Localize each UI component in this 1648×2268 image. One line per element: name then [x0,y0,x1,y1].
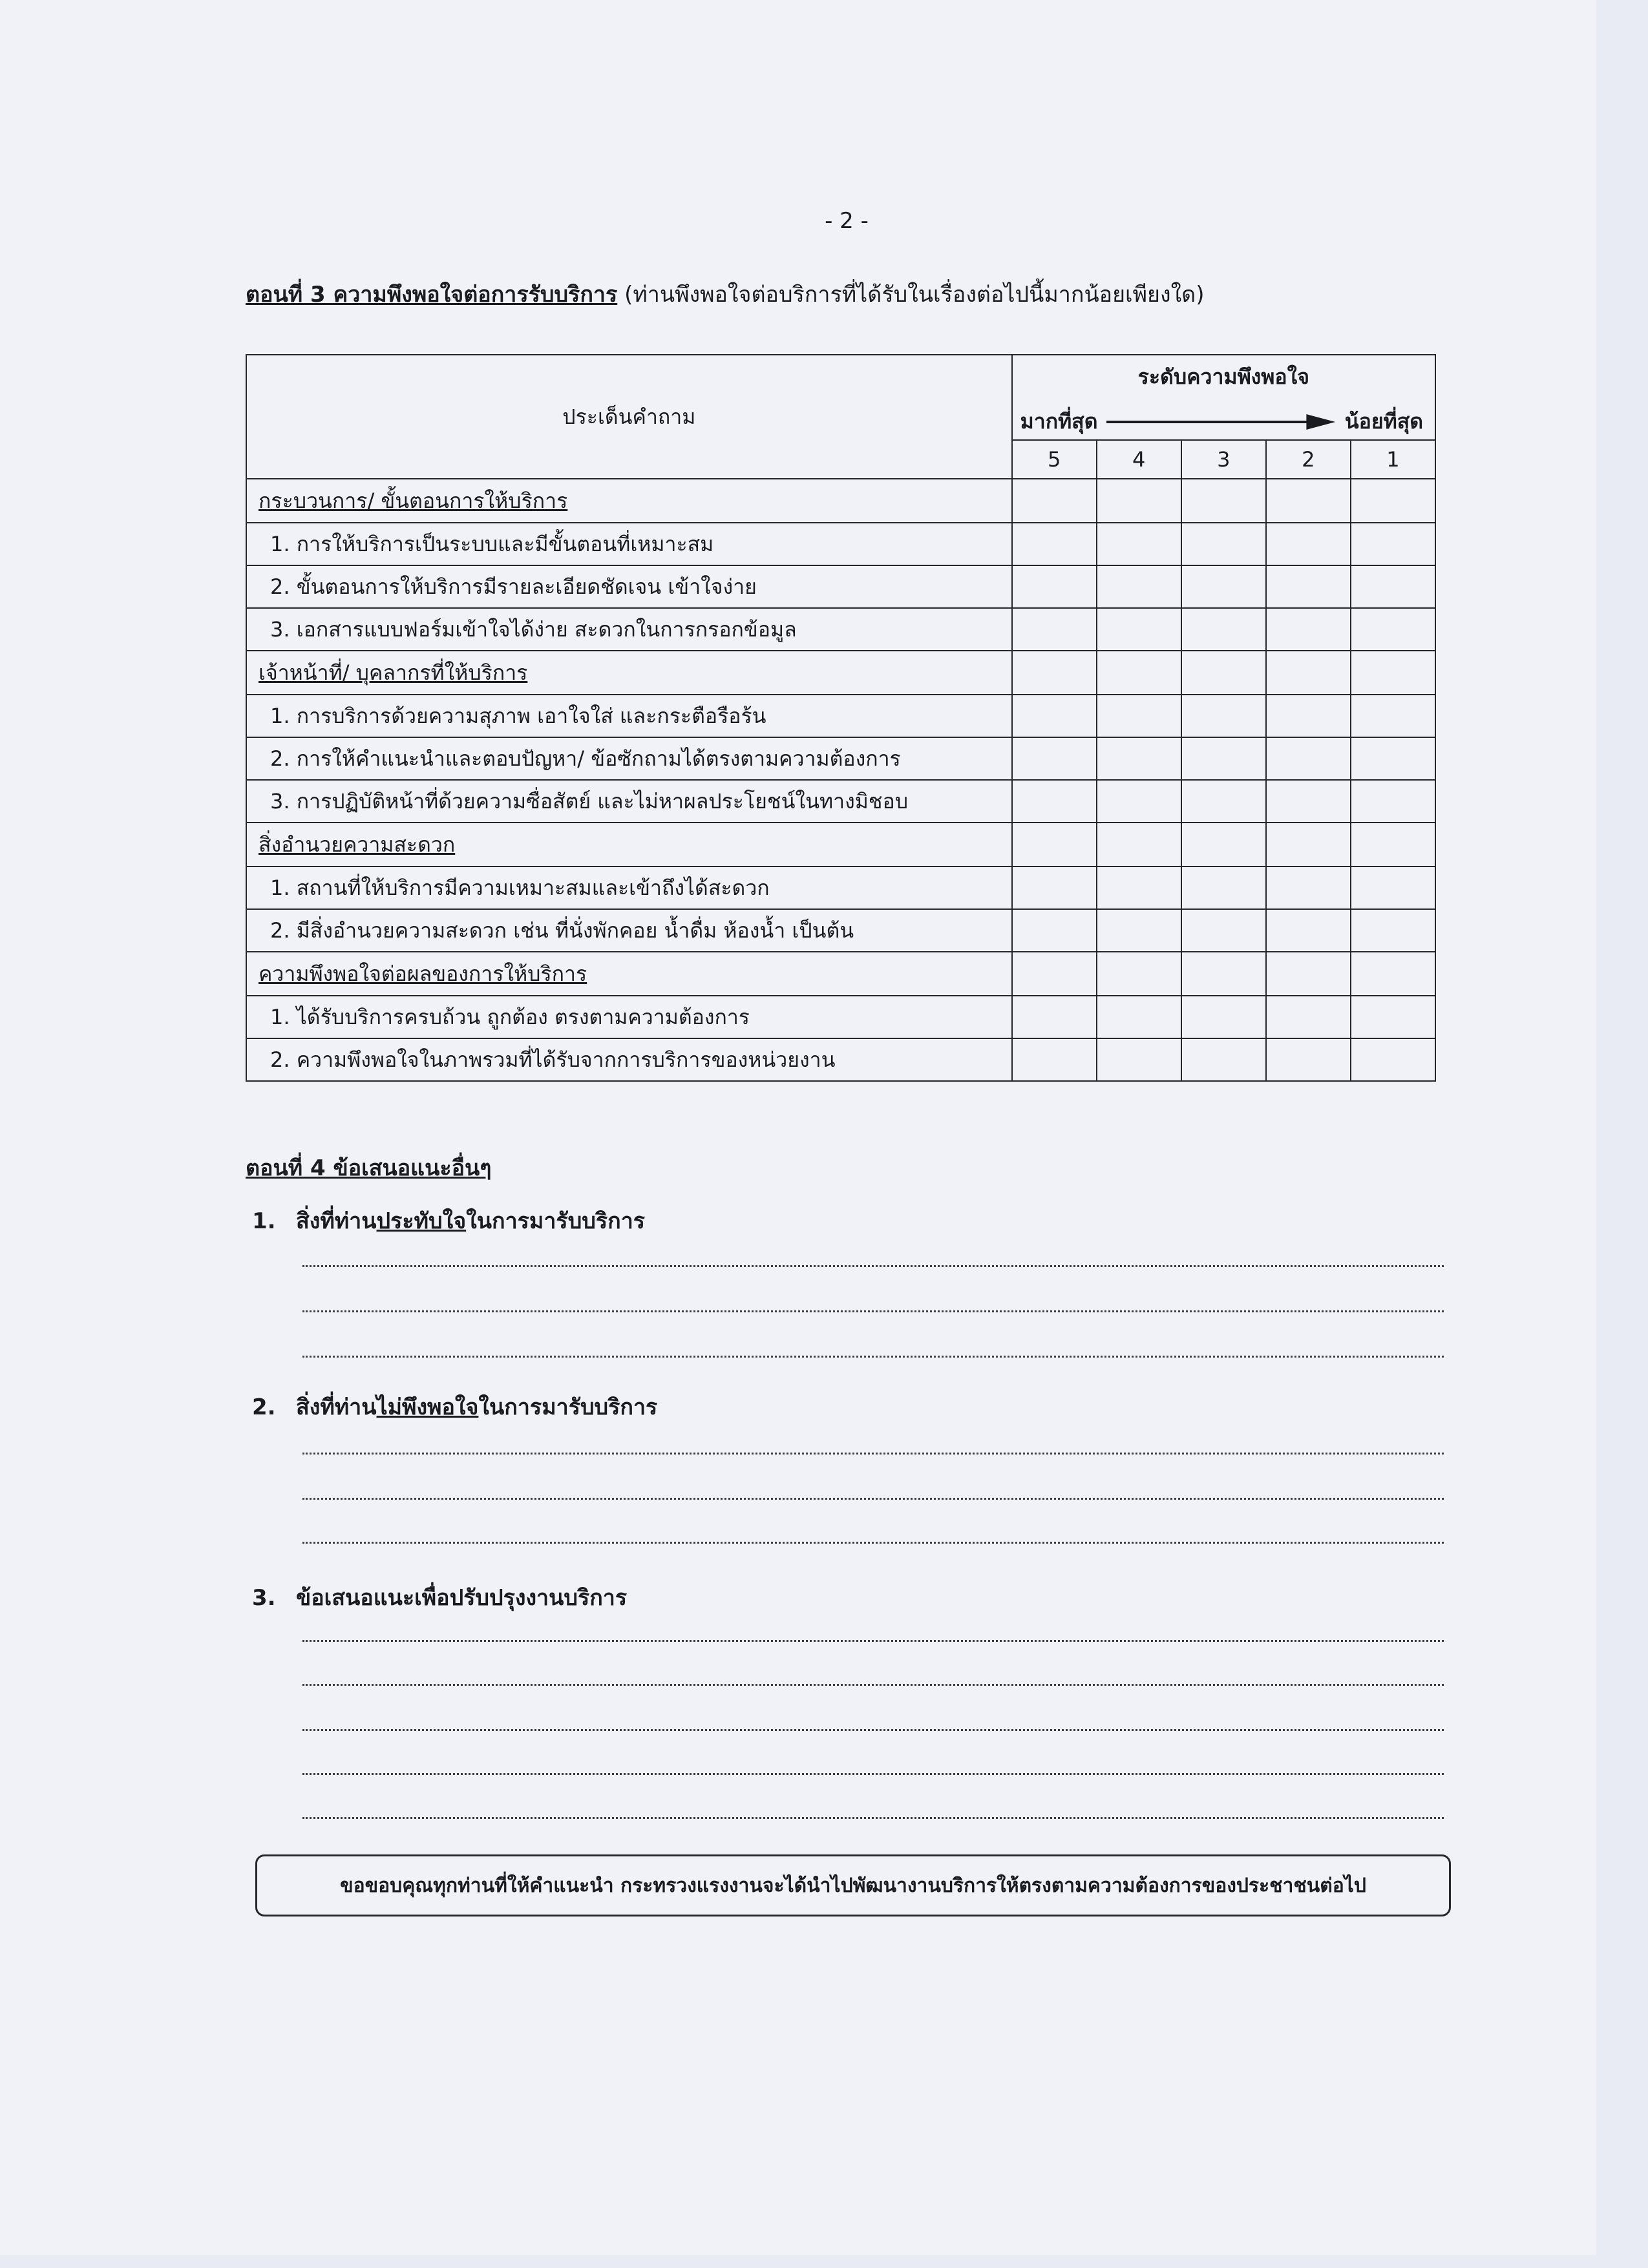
answer-line[interactable] [302,1817,1444,1819]
rating-cell[interactable] [1266,695,1351,737]
rating-cell[interactable] [1181,1038,1266,1081]
answer-line[interactable] [302,1773,1444,1775]
question-text: 1. ได้รับบริการครบถ้วน ถูกต้อง ตรงตามความต้องการ [246,996,1012,1038]
rating-cell[interactable] [1181,952,1266,996]
rating-cell[interactable] [1012,608,1097,651]
rating-cell[interactable] [1266,996,1351,1038]
rating-cell[interactable] [1012,565,1097,608]
question-prefix: สิ่งที่ท่าน [296,1394,377,1420]
group-row [246,823,1435,866]
question-row [246,1038,1435,1081]
question-row [246,695,1435,737]
rating-cell[interactable] [1266,479,1351,523]
rating-cell[interactable] [1266,1038,1351,1081]
part3-title: ตอนที่ 3 ความพึงพอใจต่อการรับบริการ [246,282,618,308]
rating-cell[interactable] [1266,737,1351,780]
question-suffix: ในการมารับบริการ [478,1394,658,1420]
question-number: 2. [252,1394,276,1420]
rating-cell[interactable] [1097,608,1181,651]
rating-cell[interactable] [1266,565,1351,608]
question-text: 3. การปฏิบัติหน้าที่ด้วยความซื่อสัตย์ และไม่หาผลประโยชน์ในทางมิชอบ [246,780,1012,823]
part4-title: ตอนที่ 4 ข้อเสนอแนะอื่นๆ [246,1155,492,1181]
question-row [246,608,1435,651]
group-title: สิ่งอำนวยความสะดวก [246,823,1012,866]
rating-cell[interactable] [1181,866,1266,909]
question-text: 1. สถานที่ให้บริการมีความเหมาะสมและเข้าถึงได้สะดวก [246,866,1012,909]
rating-cell[interactable] [1181,780,1266,823]
level-title: ระดับความพึงพอใจ [1137,364,1309,389]
score-header-5: 5 [1012,440,1097,479]
question-text: 2. การให้คำแนะนำและตอบปัญหา/ ข้อซักถามได้ตรงตามความต้องการ [246,737,1012,780]
question-prefix: สิ่งที่ท่าน [296,1208,377,1234]
group-row [246,479,1435,523]
group-row [246,651,1435,695]
question-number: 3. [252,1585,276,1611]
question-suffix: ในการมารับบริการ [466,1208,646,1234]
answer-line[interactable] [302,1265,1444,1267]
rating-cell[interactable] [1266,909,1351,952]
answer-line[interactable] [302,1729,1444,1731]
rating-cell[interactable] [1351,651,1435,695]
question-text: 2. ความพึงพอใจในภาพรวมที่ได้รับจากการบริการของหน่วยงาน [246,1038,1012,1081]
rating-cell[interactable] [1266,823,1351,866]
question-text: 1. การให้บริการเป็นระบบและมีขั้นตอนที่เหมาะสม [246,523,1012,565]
rating-cell[interactable] [1012,1038,1097,1081]
rating-cell[interactable] [1097,952,1181,996]
rating-cell[interactable] [1097,695,1181,737]
rating-cell[interactable] [1012,695,1097,737]
rating-cell[interactable] [1097,823,1181,866]
rating-cell[interactable] [1097,737,1181,780]
open-question-1 [252,1203,645,1238]
rating-cell[interactable] [1351,780,1435,823]
question-emphasis: ประทับใจ [376,1208,467,1234]
rating-cell[interactable] [1097,1038,1181,1081]
question-row [246,565,1435,608]
rating-cell[interactable] [1097,996,1181,1038]
rating-cell[interactable] [1181,479,1266,523]
group-row [246,952,1435,996]
rating-cell[interactable] [1351,737,1435,780]
rating-cell[interactable] [1012,780,1097,823]
rating-cell[interactable] [1181,823,1266,866]
score-header-3: 3 [1181,440,1266,479]
arrow-right-icon [1106,412,1335,432]
answer-line[interactable] [302,1684,1444,1686]
answer-line[interactable] [302,1542,1444,1544]
rating-cell[interactable] [1351,565,1435,608]
rating-cell[interactable] [1097,651,1181,695]
rating-cell[interactable] [1181,737,1266,780]
rating-cell[interactable] [1351,823,1435,866]
rating-cell[interactable] [1012,996,1097,1038]
rating-cell[interactable] [1012,823,1097,866]
rating-cell[interactable] [1181,523,1266,565]
question-row [246,866,1435,909]
rating-cell[interactable] [1351,952,1435,996]
rating-cell[interactable] [1351,695,1435,737]
part4-heading [246,1150,492,1185]
answer-line[interactable] [302,1356,1444,1358]
rating-cell[interactable] [1012,866,1097,909]
question-text: 1. การบริการด้วยความสุภาพ เอาใจใส่ และกระตือรือร้น [246,695,1012,737]
question-row [246,523,1435,565]
rating-cell[interactable] [1351,1038,1435,1081]
rating-cell[interactable] [1266,608,1351,651]
question-text: 2. มีสิ่งอำนวยความสะดวก เช่น ที่นั่งพักคอย น้ำดื่ม ห้องน้ำ เป็นต้น [246,909,1012,952]
question-row [246,996,1435,1038]
satisfaction-table [246,354,1436,1082]
group-title: กระบวนการ/ ขั้นตอนการให้บริการ [246,479,1012,523]
score-header-2: 2 [1266,440,1351,479]
answer-line[interactable] [302,1498,1444,1500]
rating-cell[interactable] [1351,608,1435,651]
group-title: ความพึงพอใจต่อผลของการให้บริการ [246,952,1012,996]
score-header-1: 1 [1351,440,1435,479]
open-question-2 [252,1389,657,1424]
rating-cell[interactable] [1097,479,1181,523]
rating-cell[interactable] [1097,780,1181,823]
rating-cell[interactable] [1266,651,1351,695]
rating-cell[interactable] [1012,909,1097,952]
least-label: น้อยที่สุด [1344,409,1423,434]
question-emphasis: ไม่พึงพอใจ [376,1394,479,1420]
rating-cell[interactable] [1181,565,1266,608]
level-range [1013,405,1435,438]
rating-cell[interactable] [1351,866,1435,909]
page-number: - 2 - [825,208,869,234]
rating-cell[interactable] [1012,737,1097,780]
rating-cell[interactable] [1266,780,1351,823]
rating-cell[interactable] [1351,523,1435,565]
question-column-header: ประเด็นคำถาม [246,355,1012,479]
question-number: 1. [252,1208,276,1234]
part3-note: (ท่านพึงพอใจต่อบริการที่ได้รับในเรื่องต่อไปนี้มากน้อยเพียงใด) [624,282,1205,308]
rating-cell[interactable] [1266,866,1351,909]
group-title: เจ้าหน้าที่/ บุคลากรที่ให้บริการ [246,651,1012,695]
rating-cell[interactable] [1012,523,1097,565]
part3-heading [246,277,1205,311]
rating-cell[interactable] [1012,651,1097,695]
satisfaction-level-header [1012,355,1435,440]
thank-you-note [255,1854,1451,1916]
score-header-4: 4 [1097,440,1181,479]
thank-you-text: ขอขอบคุณทุกท่านที่ให้คำแนะนำ กระทรวงแรงงานจะได้นำไปพัฒนางานบริการให้ตรงตามความต้องการของประชาชนต่อไป [340,1874,1366,1897]
rating-cell[interactable] [1181,909,1266,952]
rating-cell[interactable] [1351,479,1435,523]
rating-cell[interactable] [1266,523,1351,565]
most-label: มากที่สุด [1020,409,1098,434]
rating-cell[interactable] [1181,608,1266,651]
rating-cell[interactable] [1266,952,1351,996]
answer-line[interactable] [302,1310,1444,1312]
rating-cell[interactable] [1012,952,1097,996]
rating-cell[interactable] [1097,565,1181,608]
rating-cell[interactable] [1181,996,1266,1038]
question-text: 3. เอกสารแบบฟอร์มเข้าใจได้ง่าย สะดวกในการกรอกข้อมูล [246,608,1012,651]
question-prefix: ข้อเสนอแนะเพื่อปรับปรุงงานบริการ [296,1585,628,1611]
question-row [246,909,1435,952]
rating-cell[interactable] [1351,909,1435,952]
rating-cell[interactable] [1181,695,1266,737]
rating-cell[interactable] [1097,523,1181,565]
question-row [246,737,1435,780]
rating-cell[interactable] [1012,479,1097,523]
answer-line[interactable] [302,1640,1444,1642]
answer-line[interactable] [302,1453,1444,1454]
question-row [246,780,1435,823]
rating-cell[interactable] [1181,651,1266,695]
open-question-3 [252,1580,627,1615]
rating-cell[interactable] [1097,866,1181,909]
question-text: 2. ขั้นตอนการให้บริการมีรายละเอียดชัดเจน เข้าใจง่าย [246,565,1012,608]
rating-cell[interactable] [1097,909,1181,952]
rating-cell[interactable] [1351,996,1435,1038]
